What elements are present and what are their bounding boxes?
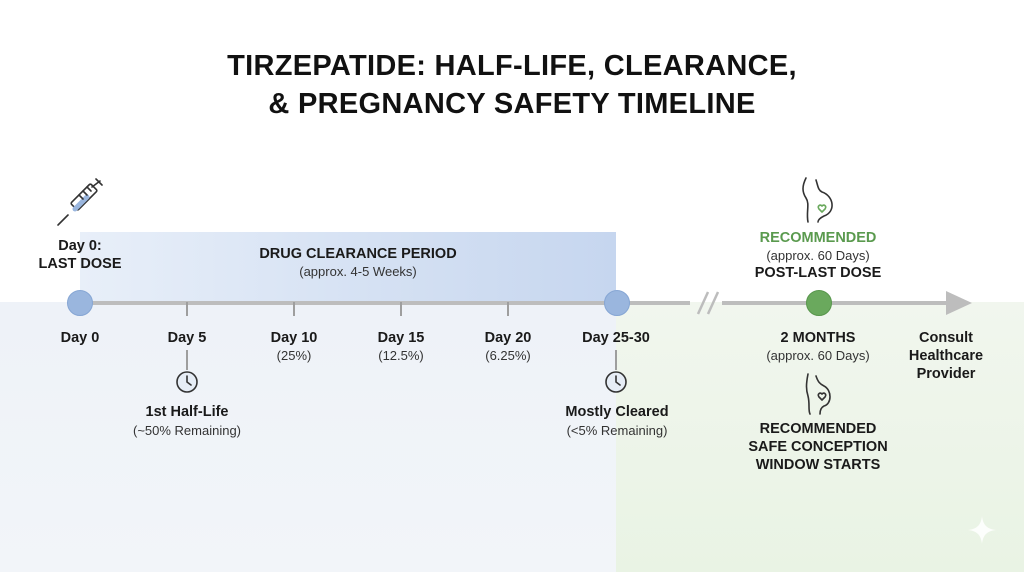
tick-day-15: [400, 302, 402, 316]
tick-day-10: [293, 302, 295, 316]
tick-sub-day-15: (12.5%): [378, 348, 424, 363]
page-title-line2: & PREGNANCY SAFETY TIMELINE: [268, 88, 756, 120]
consult-label-line1: Consult: [919, 330, 973, 346]
two-months-label: 2 MONTHS: [780, 330, 856, 346]
two-months-marker: [806, 290, 832, 316]
safe-window-label-line1: RECOMMENDED: [759, 421, 877, 437]
axis-break-icon: [694, 290, 724, 316]
consult-label-line3: Provider: [916, 366, 976, 382]
day-25-30-marker: [604, 290, 630, 316]
recommended-top-sublabel: (approx. 60 Days): [766, 248, 870, 263]
consult-label-line2: Healthcare: [908, 348, 984, 364]
half-life-label: 1st Half-Life: [145, 404, 229, 420]
last-dose-label-line1: Day 0:: [58, 238, 102, 254]
pregnant-woman-icon: [796, 176, 840, 224]
tick-label-day-25-30: Day 25-30: [582, 330, 650, 346]
sparkle-icon: [966, 514, 998, 546]
day-0-marker: [67, 290, 93, 316]
tick-day-5: [186, 302, 188, 316]
two-months-sublabel: (approx. 60 Days): [766, 348, 870, 363]
timeline-arrow-head: [946, 291, 972, 315]
cleared-stem: [615, 350, 617, 370]
clock-icon: [175, 370, 199, 394]
tick-sub-day-10: (25%): [276, 348, 312, 363]
last-dose-label-line2: LAST DOSE: [38, 256, 122, 272]
tick-label-day-5: Day 5: [167, 330, 207, 346]
safe-window-label-line3: WINDOW STARTS: [755, 457, 881, 473]
tick-label-day-15: Day 15: [377, 330, 425, 346]
clearance-period-label: DRUG CLEARANCE PERIOD: [259, 246, 457, 262]
half-life-sublabel: (~50% Remaining): [132, 423, 242, 438]
clock-icon: [604, 370, 628, 394]
mostly-cleared-sublabel: (<5% Remaining): [566, 423, 668, 438]
timeline-axis-continued: [722, 301, 950, 305]
tick-label-day-10: Day 10: [270, 330, 318, 346]
mostly-cleared-label: Mostly Cleared: [565, 404, 669, 420]
page-title-line1: TIRZEPATIDE: HALF-LIFE, CLEARANCE,: [227, 50, 797, 82]
half-life-stem: [186, 350, 188, 370]
tick-label-day-20: Day 20: [484, 330, 532, 346]
timeline-axis: [80, 301, 690, 305]
recommended-top-label: RECOMMENDED: [759, 230, 877, 246]
safe-window-label-line2: SAFE CONCEPTION: [748, 439, 888, 455]
post-last-dose-label: POST-LAST DOSE: [754, 265, 882, 281]
tick-day-20: [507, 302, 509, 316]
syringe-icon: [54, 178, 106, 230]
pregnant-belly-icon: [802, 372, 834, 416]
tick-label-day-0: Day 0: [60, 330, 100, 346]
clearance-period-sublabel: (approx. 4-5 Weeks): [299, 264, 417, 279]
tick-sub-day-20: (6.25%): [485, 348, 531, 363]
